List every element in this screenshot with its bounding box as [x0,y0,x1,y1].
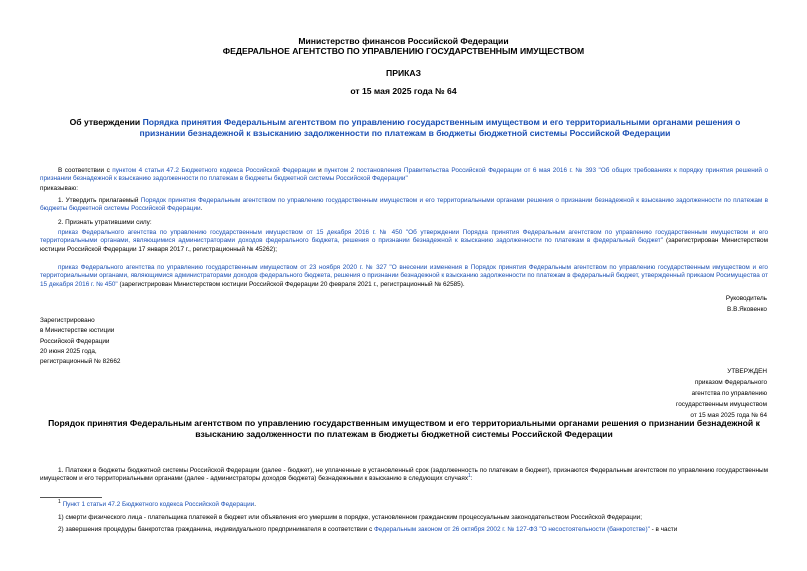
procedure-item-2 [40,526,768,534]
item-2a-paragraph [40,229,768,254]
footnote [40,498,768,509]
procedure-title: Порядок принятия Федеральным агентством по управлению государственным имуществом и его территориальными органами решения о признании безнадежной к взысканию задолженности по платежам в бюджеты бюджетной системы Российской Федерации [48,418,760,439]
registration-line: Российской Федерации [40,337,110,345]
order-450-link[interactable]: приказ Федерального агентства по управлению государственным имуществом от 15 декабря 2016 г. № 450 "Об утверждении Порядка принятия Федеральным агентством по управлению государственным имуществом и его территориальными органами, являющимися администраторами доходов федерального бюджета, решения о признании безнадежной к взысканию задолженности по платежам в федеральный бюджет" [40,229,768,245]
basis-text-2: и [315,167,325,174]
basis-paragraph [40,167,768,184]
procedure-item-2-text: 2) завершения процедуры банкротства гражданина, индивидуального предпринимателя в соответствии с [58,526,374,533]
government-decree-link[interactable]: пунктом 2 постановления Правительства Российской Федерации от 6 мая 2016 г. № 393 "Об общих требованиях к порядку принятия решений о признании безнадежной к взысканию задолженности по платежам в бюджеты бюджетной системы Российской Федерации" [40,167,768,183]
procedure-paragraph-1 [40,467,768,484]
basis-text-1: В соответствии с [58,167,113,174]
subject-prefix: Об утверждении [69,117,143,127]
procedure-paragraph-1-text: 1. Платежи в бюджеты бюджетной системы Российской Федерации (далее - бюджет), не уплаченные в установленный срок (задолженность по платежам в бюджет), признаются Федеральным агентством по управлению государственным имуществом и его территориальными органами (далее - администраторы доходов бюджета) безнадежными к взысканию в следующих случаях [40,467,768,483]
item-2a-text: (зарегистрирован Министерством юстиции Российской Федерации 17 января 2017 г., регистрационный № 45262); [40,237,768,253]
budget-code-link[interactable]: пунктом 4 статьи 47.2 Бюджетного кодекса Российской Федерации [112,167,316,174]
approval-line: приказом Федерального [694,379,767,386]
procedure-link[interactable]: Порядок принятия Федеральным агентством по управлению государственным имуществом и его территориальными органами решения о признании безнадежной к взысканию задолженности по платежам в бюджеты бюджетной системы Российской Федерации [40,197,768,213]
agency-heading: ФЕДЕРАЛЬНОЕ АГЕНТСТВО ПО УПРАВЛЕНИЮ ГОСУДАРСТВЕННЫМ ИМУЩЕСТВОМ [222,46,585,56]
footnote-number: 1 [58,498,61,505]
approval-block [676,366,767,421]
item-1-paragraph [40,197,768,214]
signature-block [726,293,767,315]
approval-line: от 15 мая 2025 года № 64 [690,412,767,419]
item-2b-text: (зарегистрирован Министерством юстиции Российской Федерации 20 февраля 2021 г., регистрационный № 62585). [117,280,465,288]
procedure-paragraph-1-end: : [470,475,473,483]
procedure-item-1: 1) смерти физического лица - плательщика платежей в бюджет или объявления его умершим в порядке, установленном гражданским процессуальным законодательством Российской Федерации; [58,514,642,521]
item-1-end: . [200,205,203,213]
approval-line: государственным имуществом [676,401,767,408]
footnote-divider [40,497,102,498]
document-date: от 15 мая 2025 года № 64 [350,86,457,96]
registration-line: регистрационный № 82662 [40,358,121,366]
ministry-heading: Министерство финансов Российской Федерации [298,36,509,46]
registration-block [40,316,120,367]
item-2-paragraph: 2. Признать утратившими силу: [58,219,152,226]
approval-line: агентства по управлению [691,390,767,397]
approval-line: УТВЕРЖДЕН [727,368,767,375]
footnote-link[interactable]: Пункт 1 статьи 47.2 Бюджетного кодекса Российской Федерации [62,501,255,508]
order-subject [60,117,750,139]
footnote-end: . [254,501,257,508]
footnote-reference[interactable]: 1 [468,473,471,480]
registration-line: в Министерстве юстиции [40,327,115,335]
subject-link[interactable]: Порядка принятия Федеральным агентством по управлению государственным имуществом и его территориальными органами решения о признании безнадежной к взысканию задолженности по платежам в бюджеты бюджетной системы Российской Федерации [139,117,741,138]
signer-name: В.В.Яковенко [727,306,767,313]
order-327-link[interactable]: приказ Федерального агентства по управлению государственным имуществом от 23 ноября 2020 г. № 327 "О внесении изменения в Порядок принятия Федеральным агентством по управлению государственным имуществом и его территориальными органами, являющимися администраторами доходов федерального бюджета, решения о признании безнадежной к взысканию задолженности по платежам в федеральный бюджет, утвержденный приказом Росимущества от 15 декабря 2016 г. № 450" [40,264,768,288]
item-2b-paragraph [40,264,768,289]
ordered-text: приказываю: [40,185,78,192]
item-1-text: 1. Утвердить прилагаемый [58,197,141,204]
registration-line: 20 июня 2025 года, [40,347,97,355]
bankruptcy-law-link[interactable]: Федеральным законом от 26 октября 2002 г. № 127-ФЗ "О несостоятельности (банкротстве)" [373,526,650,533]
signer-title: Руководитель [725,295,767,302]
document-type: ПРИКАЗ [386,68,421,78]
registration-line: Зарегистрировано [40,317,95,324]
procedure-item-2-end: - в части [649,526,678,533]
